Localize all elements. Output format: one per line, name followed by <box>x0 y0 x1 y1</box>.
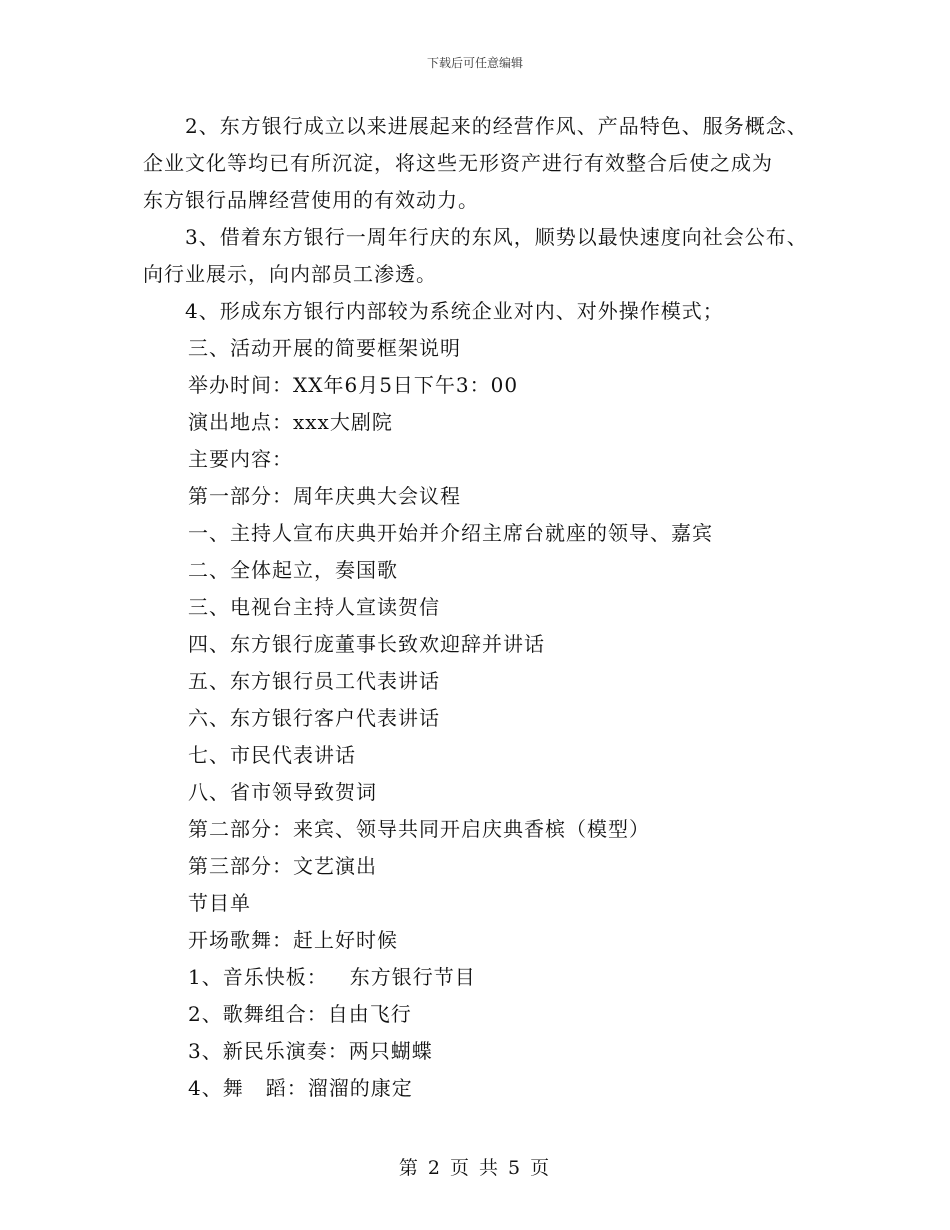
paragraph-3-line-1: 3、借着东方银行一周年行庆的东风，顺势以最快速度向社会公布、 <box>185 225 808 249</box>
paragraph-3-line-2: 向行业展示，向内部员工渗透。 <box>143 262 437 286</box>
part-three-heading: 第三部分：文艺演出 <box>188 854 377 878</box>
agenda-item: 六、东方银行客户代表讲话 <box>188 706 440 730</box>
section-heading: 三、活动开展的简要框架说明 <box>188 336 461 360</box>
agenda-item: 二、全体起立，奏国歌 <box>188 558 398 582</box>
agenda-item: 七、市民代表讲话 <box>188 743 356 767</box>
agenda-item: 三、电视台主持人宣读贺信 <box>188 595 440 619</box>
agenda-item: 八、省市领导致贺词 <box>188 780 377 804</box>
page-number-footer: 第 2 页 共 5 页 <box>398 1157 552 1179</box>
event-time: 举办时间：XX年6月5日下午3：00 <box>188 373 519 397</box>
paragraph-2-line-3: 东方银行品牌经营使用的有效动力。 <box>143 188 479 212</box>
paragraph-4-line-1: 4、形成东方银行内部较为系统企业对内、对外操作模式； <box>185 299 724 323</box>
main-content-label: 主要内容： <box>188 447 293 471</box>
program-item: 开场歌舞：赶上好时候 <box>188 928 398 952</box>
program-item: 4、舞 蹈：溜溜的康定 <box>188 1076 413 1100</box>
agenda-item: 四、东方银行庞董事长致欢迎辞并讲话 <box>188 632 545 656</box>
program-item: 2、歌舞组合：自由飞行 <box>188 1002 412 1026</box>
program-list-heading: 节目单 <box>188 891 251 915</box>
program-item: 1、音乐快板： 东方银行节目 <box>188 965 476 989</box>
part-two-heading: 第二部分：来宾、领导共同开启庆典香槟（模型） <box>188 817 650 841</box>
event-venue: 演出地点：xxx大剧院 <box>188 410 393 434</box>
document-body <box>143 108 833 1107</box>
program-item: 3、新民乐演奏：两只蝴蝶 <box>188 1039 433 1063</box>
part-one-heading: 第一部分：周年庆典大会议程 <box>188 484 461 508</box>
agenda-item: 一、主持人宣布庆典开始并介绍主席台就座的领导、嘉宾 <box>188 521 713 545</box>
paragraph-2-line-2: 企业文化等均已有所沉淀，将这些无形资产进行有效整合后使之成为 <box>143 151 773 175</box>
page-header: 下载后可任意编辑 <box>426 56 523 70</box>
paragraph-2-line-1: 2、东方银行成立以来进展起来的经营作风、产品特色、服务概念、 <box>185 114 808 138</box>
agenda-item: 五、东方银行员工代表讲话 <box>188 669 440 693</box>
